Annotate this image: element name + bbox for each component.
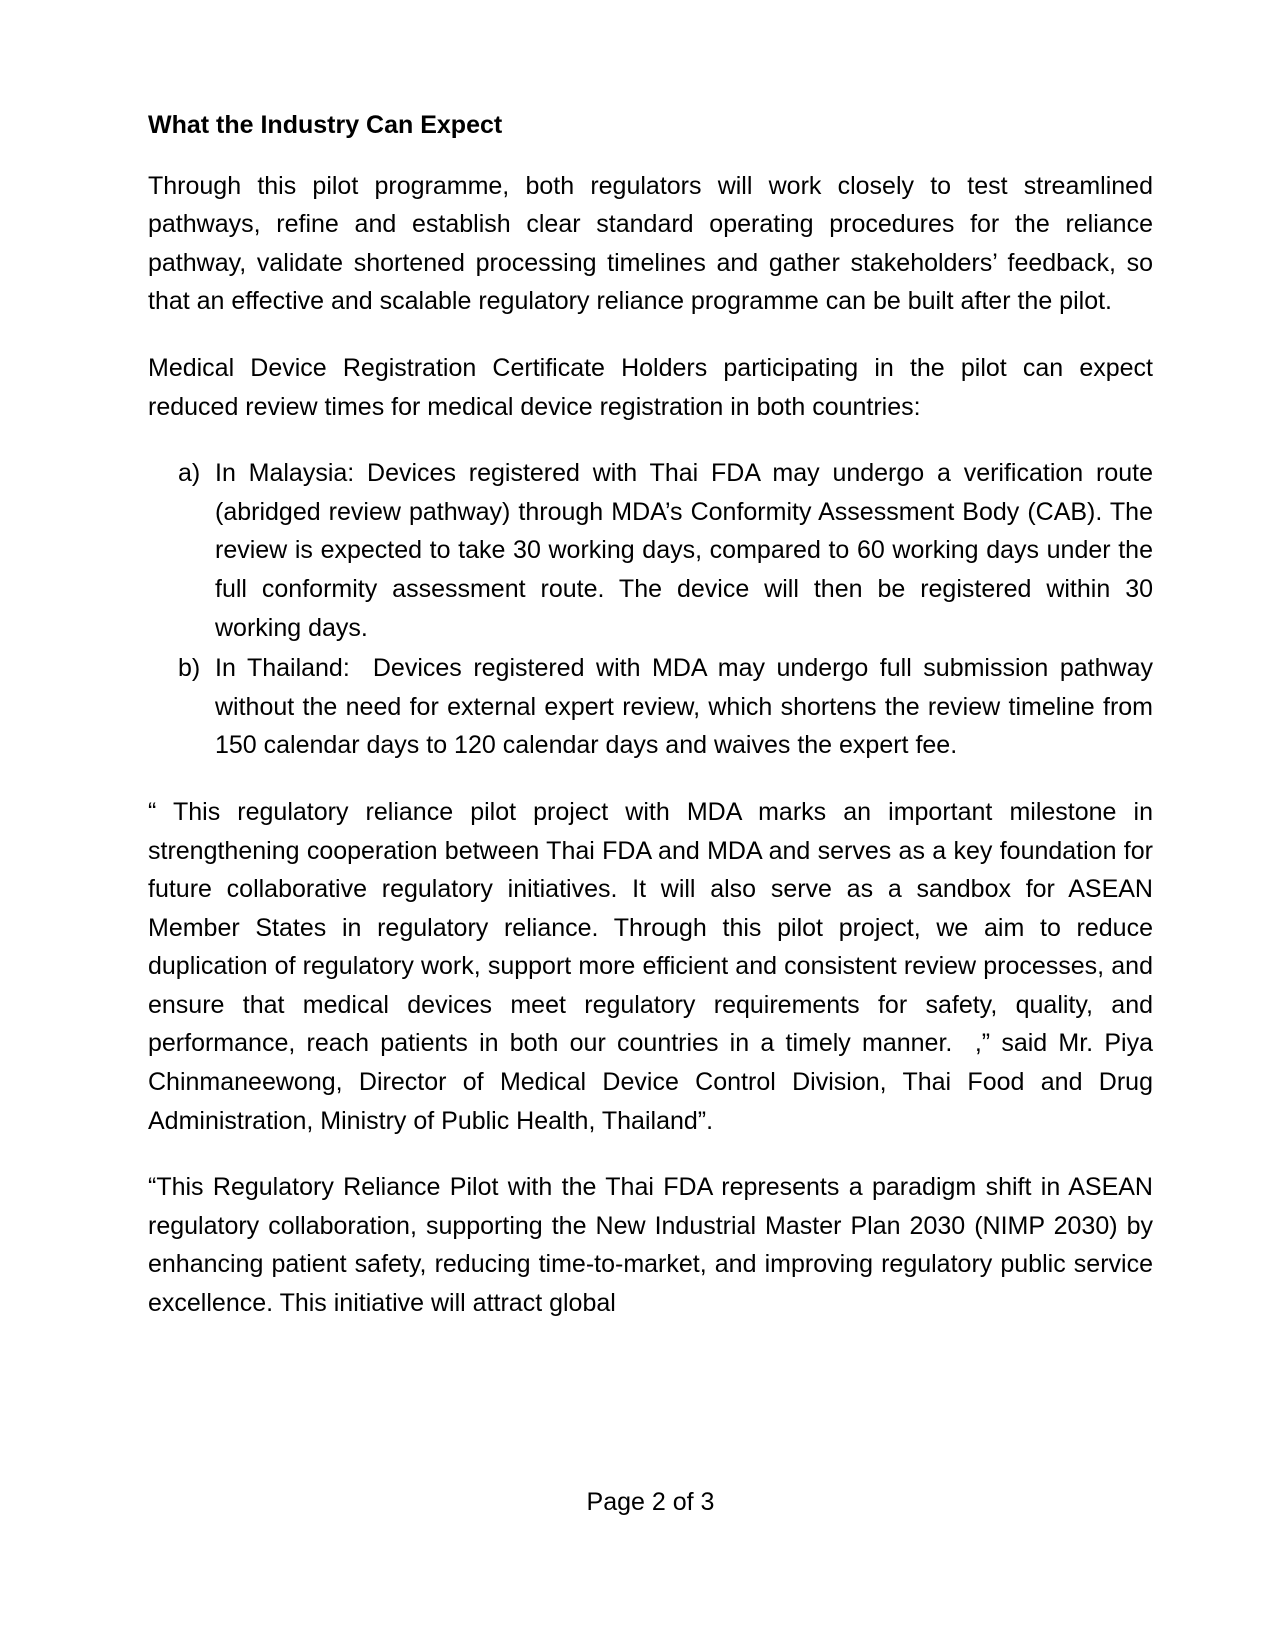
- list-item-thailand-text: In Thailand: Devices registered with MDA may undergo full submission pathway without the need for external expert review, which shortens the review timeline from 150 calendar days to 120 calendar days and waives the expert fee.: [215, 654, 1153, 760]
- paragraph-quote-thai-fda: “ This regulatory reliance pilot project with MDA marks an important milestone in strengthening cooperation between Thai FDA and MDA and serves as a key foundation for future collaborative regulatory initiatives. It will also serve as a sandbox for ASEAN Member States in regulatory reliance. Through this pilot project, we aim to reduce duplication of regulatory work, support more efficient and consistent review processes, and ensure that medical devices meet regulatory requirements for safety, quality, and performance, reach patients in both our countries in a timely manner. ,” said Mr. Piya Chinmaneewong, Director of Medical Device Control Division, Thai Food and Drug Administration, Ministry of Public Health, Thailand”.: [148, 797, 1153, 1135]
- paragraph-pilot-programme: Through this pilot programme, both regulators will work closely to test streamlined pathways, refine and establish clear standard operating procedures for the reliance pathway, validate shortened processing timelines and gather stakeholders’ feedback, so that an effective and scalable regulatory reliance programme can be built after the pilot.: [148, 171, 1153, 316]
- list-item-malaysia: [148, 454, 1153, 647]
- page-number-footer: Page 2 of 3: [586, 1488, 715, 1516]
- list-item-malaysia-text: In Malaysia: Devices registered with Thai FDA may undergo a verification route (abridged review pathway) through MDA’s Conformity Assessment Body (CAB). The review is expected to take 30 working days, compared to 60 working days under the full conformity assessment route. The device will then be registered within 30 working days.: [215, 459, 1153, 642]
- list-marker-a: a): [178, 459, 201, 488]
- document-page-content: [148, 106, 1153, 1351]
- paragraph-certificate-holders: Medical Device Registration Certificate Holders participating in the pilot can expect reduced review times for medical device registration in both countries:: [148, 353, 1153, 421]
- section-heading: What the Industry Can Expect: [148, 111, 503, 139]
- paragraph-quote-mda: “This Regulatory Reliance Pilot with the Thai FDA represents a paradigm shift in ASEAN regulatory collaboration, supporting the New Industrial Master Plan 2030 (NIMP 2030) by enhancing patient safety, reducing time-to-market, and improving regulatory public service excellence. This initiative will attract global: [148, 1173, 1153, 1318]
- list-marker-b: b): [178, 654, 201, 683]
- country-benefits-list: [148, 454, 1153, 765]
- list-item-thailand: [148, 649, 1153, 765]
